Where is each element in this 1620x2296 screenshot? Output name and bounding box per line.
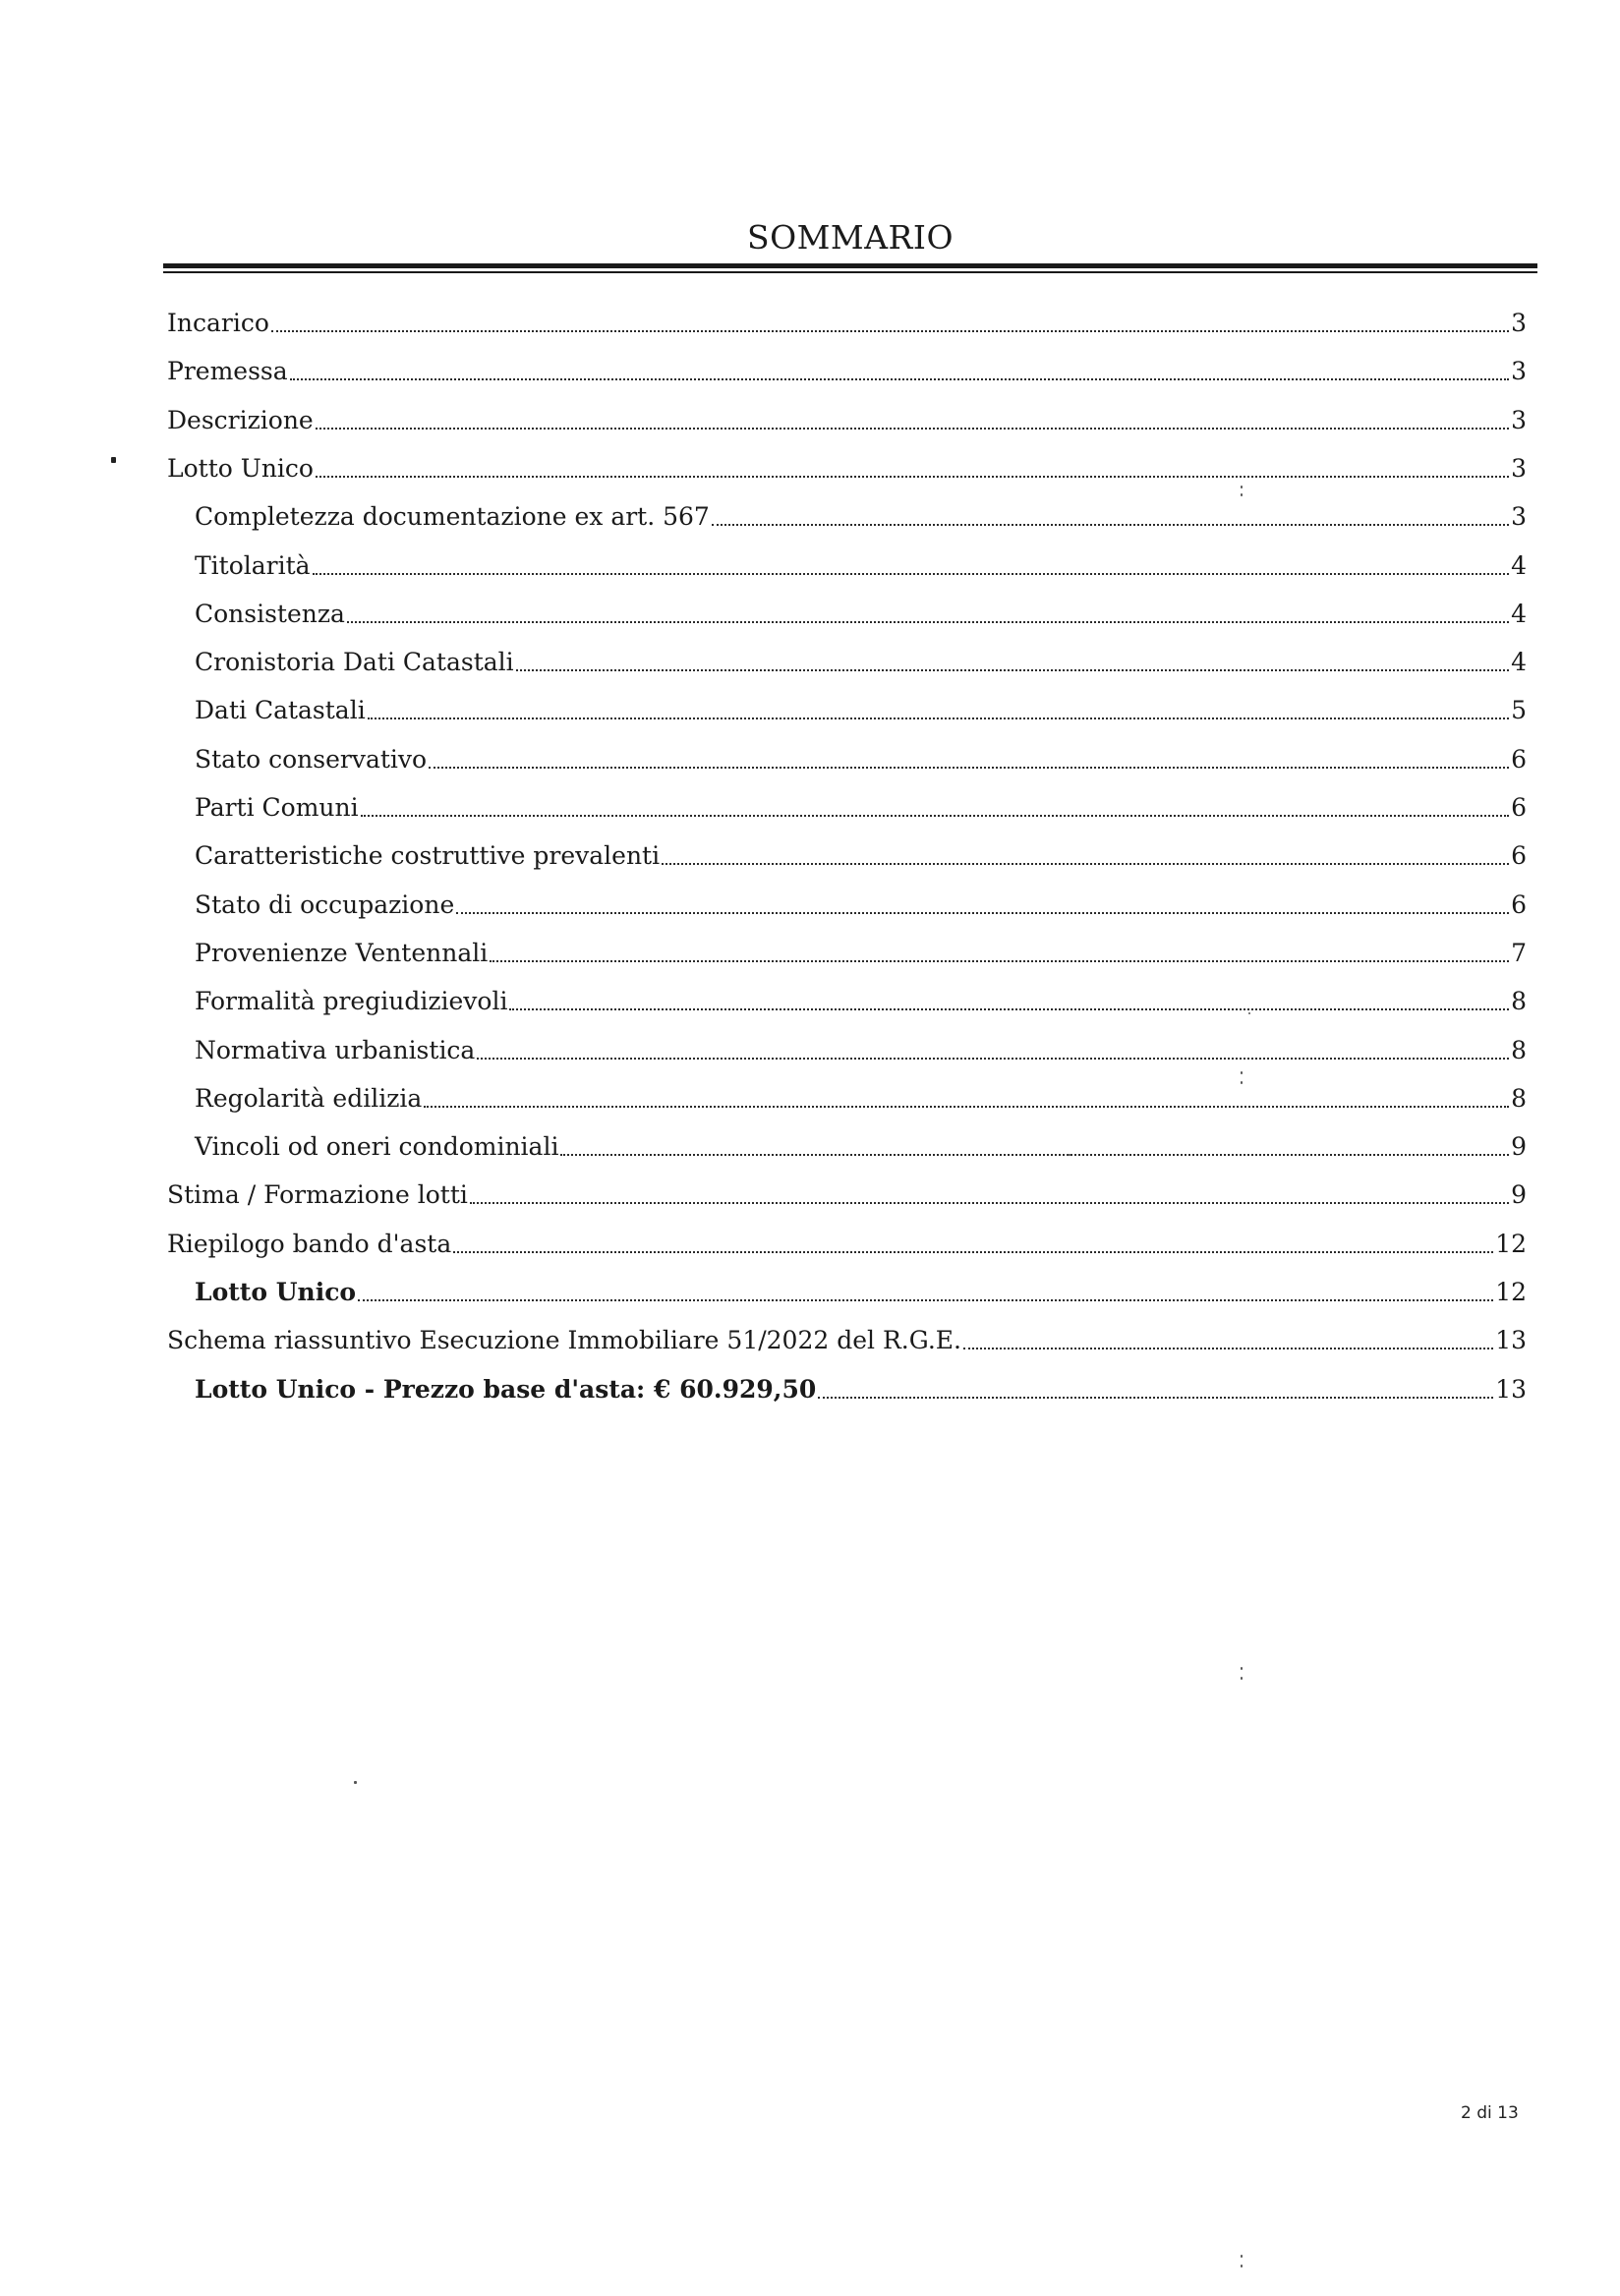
toc-entry-label: Provenienze Ventennali <box>195 938 489 967</box>
toc-entry[interactable] <box>195 682 1527 725</box>
scan-speck <box>1241 493 1243 496</box>
toc-leader-dots <box>818 1397 1493 1399</box>
page-title: SOMMARIO <box>746 218 954 257</box>
toc-entry-label: Lotto Unico <box>167 453 314 483</box>
toc-entry[interactable] <box>195 731 1527 775</box>
toc-entry-label: Schema riassuntivo Esecuzione Immobiliare 51/2022 del R.G.E. <box>167 1326 961 1355</box>
toc-entry-page: 3 <box>1511 357 1527 386</box>
toc-entry-page: 6 <box>1511 793 1527 822</box>
toc-entry-page: 13 <box>1495 1374 1527 1404</box>
toc-entry-page: 12 <box>1495 1229 1527 1258</box>
toc-leader-dots <box>456 912 1509 914</box>
page-number: 2 di 13 <box>1461 2103 1519 2123</box>
toc-entry[interactable] <box>195 1022 1527 1065</box>
toc-entry-page: 12 <box>1495 1278 1527 1306</box>
toc-entry-page: 6 <box>1511 841 1527 871</box>
toc-entry-label: Premessa <box>167 357 288 386</box>
toc-entry-page: 8 <box>1511 1035 1527 1064</box>
toc-leader-dots <box>516 669 1509 671</box>
toc-entry[interactable] <box>195 586 1527 629</box>
toc-entry[interactable] <box>195 877 1527 920</box>
toc-entry[interactable] <box>195 488 1527 532</box>
toc-leader-dots <box>361 815 1509 817</box>
toc-leader-dots <box>560 1154 1509 1156</box>
toc-leader-dots <box>290 378 1509 380</box>
scan-speck <box>1241 1071 1243 1074</box>
toc-entry[interactable] <box>195 779 1527 823</box>
toc-entry[interactable] <box>167 1216 1527 1259</box>
toc-entry-label: Completezza documentazione ex art. 567 <box>195 502 710 532</box>
toc-entry[interactable] <box>195 828 1527 871</box>
toc-entry[interactable] <box>195 634 1527 677</box>
toc-entry[interactable] <box>167 343 1527 386</box>
toc-entry-page: 4 <box>1511 599 1527 628</box>
toc-leader-dots <box>347 621 1509 623</box>
toc-entry-page: 9 <box>1511 1132 1527 1162</box>
toc-entry[interactable] <box>167 1167 1527 1210</box>
toc-entry-page: 9 <box>1511 1180 1527 1210</box>
scan-mark <box>111 457 116 463</box>
toc-entry[interactable] <box>167 295 1527 338</box>
toc-entry-page: 4 <box>1511 550 1527 580</box>
toc-entry[interactable] <box>195 925 1527 968</box>
toc-leader-dots <box>313 573 1510 575</box>
toc-entry-label: Riepilogo bando d'asta <box>167 1229 452 1258</box>
toc-entry-label: Cronistoria Dati Catastali <box>195 648 514 677</box>
title-rule-thick <box>163 263 1537 268</box>
toc-entry-label: Parti Comuni <box>195 793 359 822</box>
toc-entry-label: Descrizione <box>167 405 314 434</box>
scan-speck <box>1241 486 1243 488</box>
toc-entry-page: 13 <box>1495 1326 1527 1355</box>
scan-speck <box>354 1781 357 1784</box>
toc-entry-page: 3 <box>1511 453 1527 483</box>
toc-entry-label: Regolarità edilizia <box>195 1083 423 1113</box>
scan-speck <box>1241 2265 1243 2267</box>
toc-leader-dots <box>424 1106 1509 1108</box>
toc-entry-page: 4 <box>1511 648 1527 677</box>
toc-leader-dots <box>429 767 1509 769</box>
toc-entry[interactable] <box>167 392 1527 435</box>
scan-speck <box>1068 1154 1070 1156</box>
toc-entry-page: 3 <box>1511 502 1527 532</box>
toc-entry-label: Lotto Unico <box>195 1278 357 1306</box>
toc-leader-dots <box>358 1299 1493 1301</box>
toc-entry-page: 8 <box>1511 1083 1527 1113</box>
toc-entry[interactable] <box>195 1070 1527 1114</box>
toc-entry[interactable] <box>195 1264 1527 1307</box>
toc-entry[interactable] <box>195 1361 1527 1405</box>
toc-entry-page: 8 <box>1511 987 1527 1016</box>
toc-entry-page: 7 <box>1511 938 1527 967</box>
toc-entry[interactable] <box>167 440 1527 484</box>
title-rule-thin <box>163 271 1537 273</box>
toc-leader-dots <box>470 1202 1509 1204</box>
scan-speck <box>1248 1012 1250 1014</box>
scan-speck <box>1241 1667 1243 1670</box>
toc-entry-page: 6 <box>1511 890 1527 919</box>
toc-leader-dots <box>368 718 1509 719</box>
toc-entry-label: Titolarità <box>195 550 311 580</box>
toc-entry-page: 3 <box>1511 405 1527 434</box>
toc-entry-label: Caratteristiche costruttive prevalenti <box>195 841 661 871</box>
toc-leader-dots <box>490 960 1509 962</box>
toc-entry-page: 6 <box>1511 744 1527 774</box>
scan-speck <box>1241 1081 1243 1084</box>
toc-leader-dots <box>453 1251 1493 1253</box>
toc-entry-label: Stima / Formazione lotti <box>167 1180 468 1210</box>
toc-leader-dots <box>509 1008 1509 1010</box>
toc-leader-dots <box>662 863 1509 865</box>
toc-leader-dots <box>712 524 1509 526</box>
toc-entry-label: Stato di occupazione <box>195 890 455 919</box>
toc-entry-label: Vincoli od oneri condominiali <box>195 1132 559 1162</box>
toc-leader-dots <box>316 476 1509 478</box>
toc-entry-label: Consistenza <box>195 599 345 628</box>
toc-entry[interactable] <box>195 1119 1527 1162</box>
toc-entry-page: 3 <box>1511 309 1527 337</box>
scan-speck <box>1241 1677 1243 1680</box>
toc-entry-label: Dati Catastali <box>195 696 366 725</box>
toc-entry-label: Normativa urbanistica <box>195 1035 476 1064</box>
toc-leader-dots <box>963 1348 1493 1349</box>
toc-leader-dots <box>477 1058 1509 1060</box>
toc-entry-label: Stato conservativo <box>195 744 428 774</box>
toc-entry[interactable] <box>195 538 1527 581</box>
toc-entry-page: 5 <box>1511 696 1527 725</box>
toc-entry[interactable] <box>167 1312 1527 1355</box>
toc-entry[interactable] <box>195 973 1527 1016</box>
toc-leader-dots <box>316 428 1509 430</box>
scan-speck <box>1241 2255 1243 2258</box>
toc-entry-label: Lotto Unico - Prezzo base d'asta: € 60.929,50 <box>195 1374 817 1404</box>
toc-leader-dots <box>271 330 1509 332</box>
toc-entry-label: Incarico <box>167 309 269 337</box>
toc-entry-label: Formalità pregiudizievoli <box>195 987 508 1016</box>
